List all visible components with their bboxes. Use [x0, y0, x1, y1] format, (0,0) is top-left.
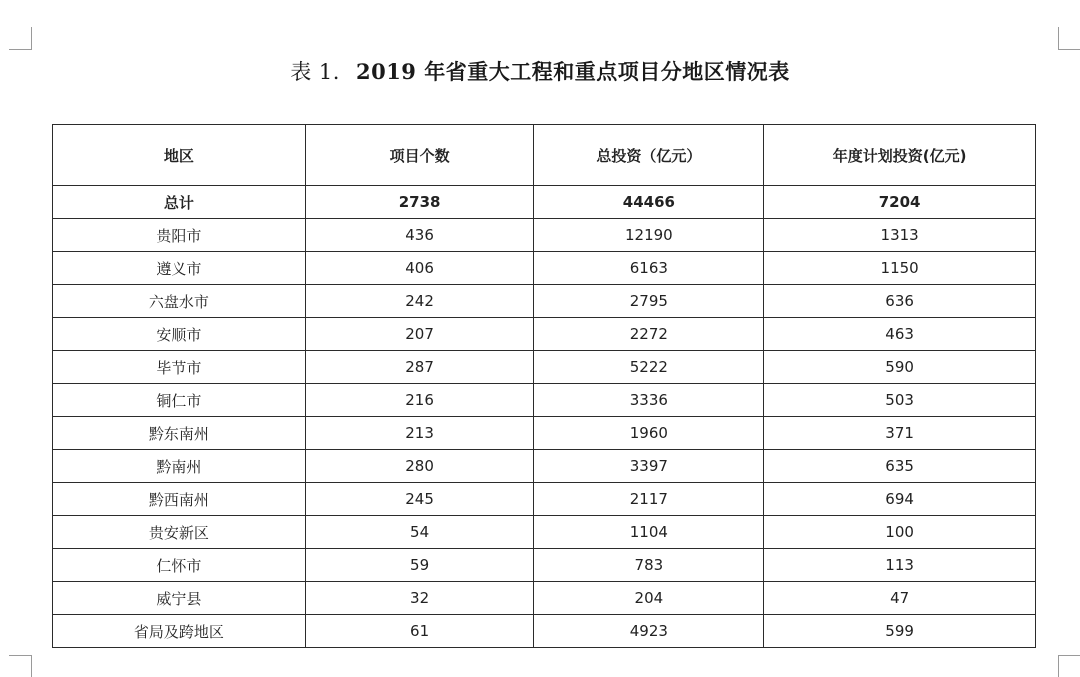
cell-region: 省局及跨地区	[53, 615, 306, 648]
header-total-investment: 总投资（亿元）	[534, 125, 764, 186]
cell-investment: 2117	[534, 483, 764, 516]
header-region: 地区	[53, 125, 306, 186]
table-row	[53, 615, 1036, 648]
table-title	[0, 56, 1080, 86]
cell-region: 六盘水市	[53, 285, 306, 318]
cell-investment: 12190	[534, 219, 764, 252]
cell-annual: 463	[764, 318, 1036, 351]
table-row	[53, 351, 1036, 384]
cell-count: 54	[305, 516, 534, 549]
cell-investment: 1960	[534, 417, 764, 450]
cell-annual: 113	[764, 549, 1036, 582]
cell-region: 贵阳市	[53, 219, 306, 252]
cell-investment: 3397	[534, 450, 764, 483]
cell-count: 207	[305, 318, 534, 351]
crop-mark-top-left	[9, 27, 32, 50]
crop-mark-bottom-right	[1058, 655, 1080, 677]
cell-region: 贵安新区	[53, 516, 306, 549]
table-row	[53, 582, 1036, 615]
table-row	[53, 384, 1036, 417]
header-project-count: 项目个数	[305, 125, 534, 186]
cell-region: 安顺市	[53, 318, 306, 351]
table-title-text: 2019 年省重大工程和重点项目分地区情况表	[355, 59, 790, 84]
cell-investment: 2795	[534, 285, 764, 318]
cell-annual: 503	[764, 384, 1036, 417]
cell-annual: 694	[764, 483, 1036, 516]
table-row	[53, 219, 1036, 252]
cell-annual: 371	[764, 417, 1036, 450]
cell-region: 遵义市	[53, 252, 306, 285]
table-row	[53, 483, 1036, 516]
table-row	[53, 417, 1036, 450]
cell-investment: 4923	[534, 615, 764, 648]
cell-investment: 6163	[534, 252, 764, 285]
header-annual-investment: 年度计划投资(亿元)	[764, 125, 1036, 186]
table-row	[53, 252, 1036, 285]
cell-region: 仁怀市	[53, 549, 306, 582]
cell-investment: 1104	[534, 516, 764, 549]
cell-count: 406	[305, 252, 534, 285]
cell-investment: 204	[534, 582, 764, 615]
cell-count: 59	[305, 549, 534, 582]
cell-region: 黔南州	[53, 450, 306, 483]
total-row	[53, 186, 1036, 219]
table-row	[53, 318, 1036, 351]
table-row	[53, 285, 1036, 318]
cell-annual: 1313	[764, 219, 1036, 252]
cell-annual: 635	[764, 450, 1036, 483]
cell-count: 245	[305, 483, 534, 516]
cell-investment: 3336	[534, 384, 764, 417]
cell-count: 213	[305, 417, 534, 450]
total-annual: 7204	[764, 186, 1036, 219]
header-row	[53, 125, 1036, 186]
cell-annual: 47	[764, 582, 1036, 615]
crop-mark-top-right	[1058, 27, 1080, 50]
table-row	[53, 549, 1036, 582]
cell-annual: 100	[764, 516, 1036, 549]
cell-count: 287	[305, 351, 534, 384]
cell-region: 黔东南州	[53, 417, 306, 450]
cell-region: 铜仁市	[53, 384, 306, 417]
total-label: 总计	[53, 186, 306, 219]
total-investment: 44466	[534, 186, 764, 219]
cell-count: 242	[305, 285, 534, 318]
table-row	[53, 516, 1036, 549]
cell-investment: 5222	[534, 351, 764, 384]
region-projects-table	[52, 124, 1036, 648]
cell-region: 毕节市	[53, 351, 306, 384]
cell-annual: 599	[764, 615, 1036, 648]
cell-count: 61	[305, 615, 534, 648]
cell-region: 黔西南州	[53, 483, 306, 516]
cell-count: 32	[305, 582, 534, 615]
table-number: 表 1.	[290, 60, 340, 84]
table-row	[53, 450, 1036, 483]
cell-count: 216	[305, 384, 534, 417]
cell-annual: 1150	[764, 252, 1036, 285]
cell-annual: 636	[764, 285, 1036, 318]
total-count: 2738	[305, 186, 534, 219]
cell-count: 436	[305, 219, 534, 252]
cell-annual: 590	[764, 351, 1036, 384]
cell-investment: 2272	[534, 318, 764, 351]
crop-mark-bottom-left	[9, 655, 32, 677]
cell-count: 280	[305, 450, 534, 483]
cell-region: 威宁县	[53, 582, 306, 615]
cell-investment: 783	[534, 549, 764, 582]
